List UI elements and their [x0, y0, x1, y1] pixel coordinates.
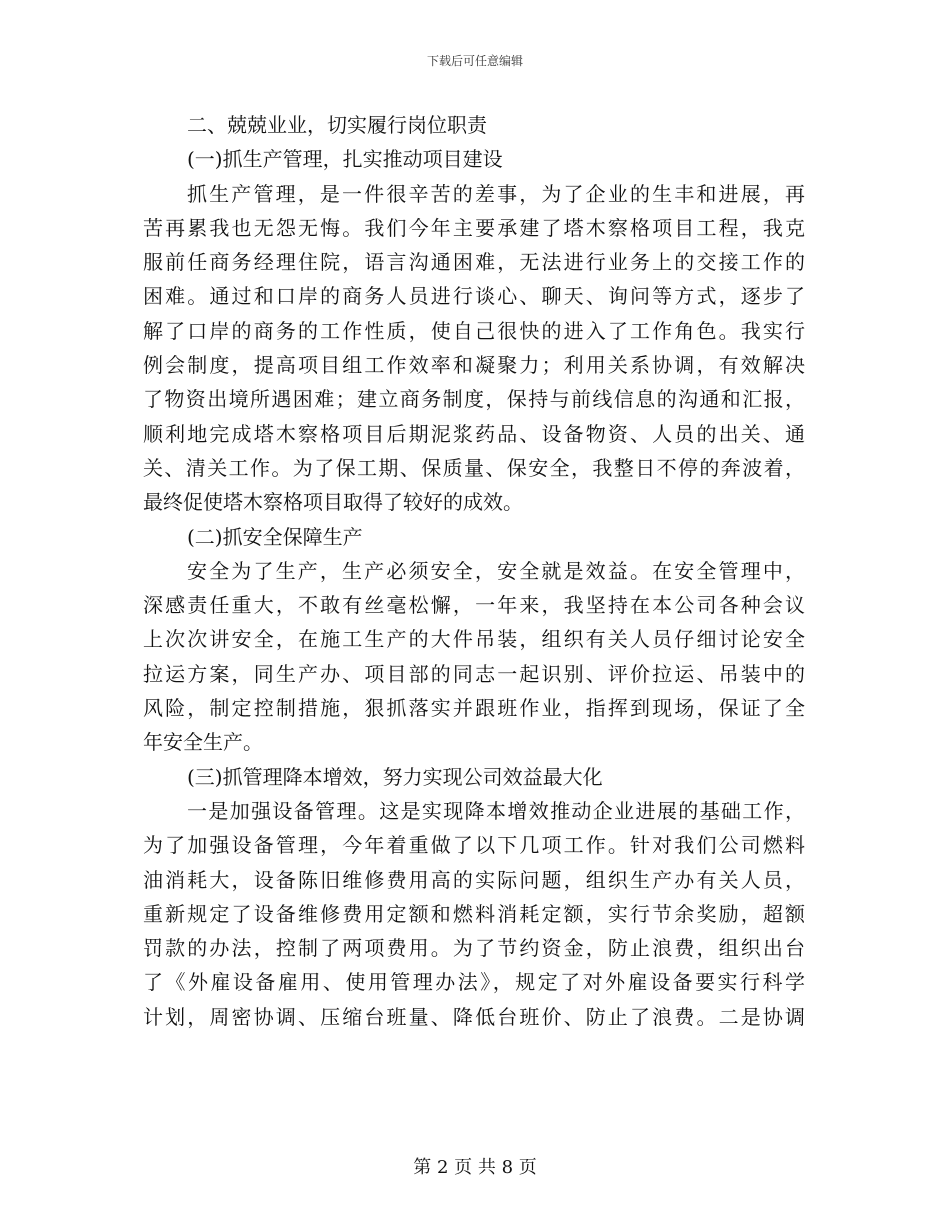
paragraph-line: 拉运方案，同生产办、项目部的同志一起识别、评价拉运、吊装中的 — [143, 661, 805, 686]
paragraph-line: 困难。通过和口岸的商务人员进行谈心、聊天、询问等方式，逐步了 — [143, 284, 805, 309]
subsection-heading-1: (一)抓生产管理，扎实推动项目建设 — [187, 147, 503, 172]
paragraph-line: 服前任商务经理住院，语言沟通困难，无法进行业务上的交接工作的 — [143, 250, 805, 275]
paragraph-line: 油消耗大，设备陈旧维修费用高的实际问题，组织生产办有关人员， — [143, 867, 805, 892]
page-number: 第 2 页 共 8 页 — [413, 1157, 537, 1178]
subsection-heading-2: (二)抓安全保障生产 — [187, 524, 363, 549]
paragraph-line: 年安全生产。 — [143, 730, 263, 755]
paragraph-line: 了物资出境所遇困难；建立商务制度，保持与前线信息的沟通和汇报， — [143, 387, 805, 412]
paragraph-line: 上次次讲安全，在施工生产的大件吊装，组织有关人员仔细讨论安全 — [143, 627, 805, 652]
paragraph-line: 最终促使塔木察格项目取得了较好的成效。 — [143, 490, 523, 515]
paragraph-line: 关、清关工作。为了保工期、保质量、保安全，我整日不停的奔波着， — [143, 455, 805, 480]
paragraph-line: 顺利地完成塔木察格项目后期泥浆药品、设备物资、人员的出关、通 — [143, 421, 805, 446]
paragraph-line: 计划，周密协调、压缩台班量、降低台班价、防止了浪费。二是协调 — [143, 1004, 805, 1029]
paragraph-line: 例会制度，提高项目组工作效率和凝聚力；利用关系协调，有效解决 — [143, 353, 805, 378]
paragraph-line: 为了加强设备管理，今年着重做了以下几项工作。针对我们公司燃料 — [143, 833, 805, 858]
section-heading: 二、兢兢业业，切实履行岗位职责 — [187, 113, 487, 137]
page-header-note: 下载后可任意编辑 — [426, 54, 523, 68]
paragraph-line: 罚款的办法，控制了两项费用。为了节约资金，防止浪费，组织出台 — [143, 936, 805, 961]
paragraph-line: 苦再累我也无怨无悔。我们今年主要承建了塔木察格项目工程，我克 — [143, 215, 805, 240]
paragraph-line: 深感责任重大，不敢有丝毫松懈，一年来，我坚持在本公司各种会议 — [143, 593, 805, 618]
subsection-heading-3: (三)抓管理降本增效，努力实现公司效益最大化 — [187, 764, 603, 789]
paragraph-line: 解了口岸的商务的工作性质，使自己很快的进入了工作角色。我实行 — [143, 318, 805, 343]
paragraph-line: 风险，制定控制措施，狠抓落实并跟班作业，指挥到现场，保证了全 — [143, 696, 805, 721]
paragraph-line: 重新规定了设备维修费用定额和燃料消耗定额，实行节余奖励，超额 — [143, 901, 805, 926]
paragraph-line: 了《外雇设备雇用、使用管理办法》，规定了对外雇设备要实行科学 — [143, 970, 805, 995]
paragraph-line: 抓生产管理，是一件很辛苦的差事，为了企业的生丰和进展，再 — [187, 181, 805, 206]
paragraph-line: 安全为了生产，生产必须安全，安全就是效益。在安全管理中， — [187, 558, 805, 583]
paragraph-line: 一是加强设备管理。这是实现降本增效推动企业进展的基础工作， — [187, 798, 805, 823]
document-body — [143, 108, 805, 1034]
